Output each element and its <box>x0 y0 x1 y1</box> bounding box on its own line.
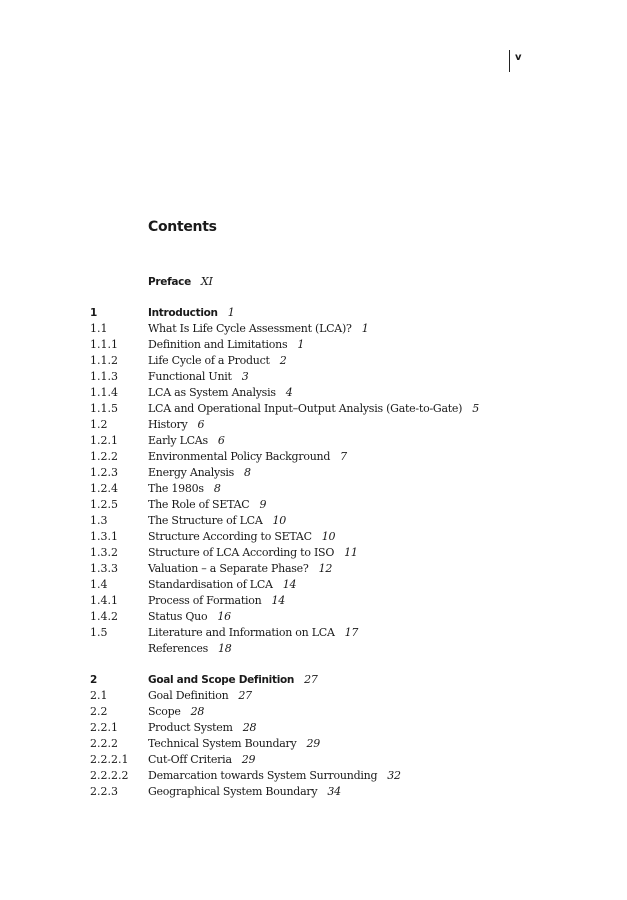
toc-entry-text <box>148 369 248 385</box>
toc-entry[interactable] <box>0 449 627 465</box>
toc-entry-text <box>148 353 286 369</box>
toc-entry-number: 1.2.1 <box>90 434 118 447</box>
toc-entry-text <box>148 641 232 657</box>
toc-entry[interactable] <box>0 481 627 497</box>
toc-entry-title: Scope <box>148 705 181 718</box>
toc-entry[interactable] <box>0 305 627 321</box>
toc-entry-page: 16 <box>217 610 231 623</box>
toc-entry-title: Structure of LCA According to ISO <box>148 546 335 559</box>
toc-entry-page: 12 <box>318 562 333 575</box>
toc-entry-title: References <box>148 642 209 655</box>
toc-entry-number: 1.2.3 <box>90 466 118 479</box>
toc-entry-number: 1.1.1 <box>90 338 118 351</box>
toc-entry-title: Early LCAs <box>148 434 208 447</box>
toc-entry-number: 1.3.3 <box>90 562 118 575</box>
toc-entry-text <box>148 593 285 609</box>
toc-entry-title: Valuation – a Separate Phase? <box>148 562 309 575</box>
toc-entry-number: 1.2.5 <box>90 498 118 511</box>
toc-entry-page: 1 <box>227 306 235 319</box>
toc-entry-text <box>148 720 256 736</box>
toc-entry[interactable] <box>0 513 627 529</box>
toc-entry[interactable] <box>0 752 627 768</box>
toc-entry-title: Functional Unit <box>148 370 232 383</box>
toc-entry[interactable] <box>0 321 627 337</box>
toc-entry-page: 1 <box>361 322 369 335</box>
toc-entry-number: 1.3.1 <box>90 530 118 543</box>
toc-entry-page: 9 <box>259 498 267 511</box>
toc-entry-page: 11 <box>344 546 358 559</box>
toc-entry[interactable] <box>0 704 627 720</box>
toc-entry-title: LCA as System Analysis <box>148 386 276 399</box>
toc-entry-text <box>148 305 234 321</box>
toc-entry[interactable] <box>0 593 627 609</box>
toc-entry-title: Status Quo <box>148 610 208 623</box>
toc-entry-page: 3 <box>241 370 249 383</box>
toc-entry-number: 2.1 <box>90 689 108 702</box>
toc-entry-text <box>148 752 255 768</box>
toc-entry-text <box>148 449 347 465</box>
toc-entry-number: 1.4.2 <box>90 610 118 623</box>
toc-entry-text <box>148 609 231 625</box>
toc-entry-title: Literature and Information on LCA <box>148 626 335 639</box>
toc-entry-page: 27 <box>304 673 318 686</box>
toc-entry[interactable] <box>0 784 627 800</box>
toc-entry-number: 2.2.2 <box>90 737 118 750</box>
toc-entry-number: 1.4 <box>90 578 108 591</box>
toc-entry-number: 1.1.5 <box>90 402 118 415</box>
toc-entry[interactable] <box>0 625 627 641</box>
toc-entry-page: 29 <box>306 737 321 750</box>
toc-entry-text <box>148 561 332 577</box>
toc-entry[interactable] <box>0 641 627 657</box>
table-of-contents <box>0 259 627 800</box>
toc-entry-text <box>148 433 225 449</box>
toc-entry-page: 28 <box>242 721 257 734</box>
toc-entry-page: 17 <box>344 626 359 639</box>
toc-entry[interactable] <box>0 545 627 561</box>
toc-entry-text <box>148 672 318 688</box>
toc-entry[interactable] <box>0 433 627 449</box>
toc-entry-title: Preface <box>148 276 191 288</box>
toc-entry-text <box>148 545 358 561</box>
page-number: v <box>509 50 522 72</box>
toc-entry-page: 27 <box>238 689 252 702</box>
toc-entry[interactable] <box>0 465 627 481</box>
toc-entry-number: 1 <box>90 307 98 319</box>
toc-entry-page: 10 <box>272 514 287 527</box>
toc-entry-number: 1.3.2 <box>90 546 118 559</box>
toc-entry-title: Technical System Boundary <box>148 737 297 750</box>
toc-entry-number: 1.2.4 <box>90 482 118 495</box>
toc-entry-number: 1.5 <box>90 626 108 639</box>
toc-entry[interactable] <box>0 337 627 353</box>
toc-entry-number: 1.1.4 <box>90 386 118 399</box>
toc-entry-title: Demarcation towards System Surrounding <box>148 769 378 782</box>
toc-entry-text <box>148 784 341 800</box>
toc-entry-text <box>148 704 204 720</box>
toc-entry-title: Standardisation of LCA <box>148 578 273 591</box>
toc-entry-number: 1.2.2 <box>90 450 118 463</box>
toc-entry-number: 1.1.2 <box>90 354 118 367</box>
toc-entry-page: 4 <box>285 386 293 399</box>
toc-entry[interactable] <box>0 688 627 704</box>
toc-entry-number: 1.2 <box>90 418 108 431</box>
toc-entry-title: LCA and Operational Input–Output Analysis (Gate-to-Gate) <box>148 402 463 415</box>
toc-entry-title: The 1980s <box>148 482 204 495</box>
toc-entry-text <box>148 688 252 704</box>
toc-entry-text <box>148 337 304 353</box>
toc-entry-text <box>148 513 286 529</box>
toc-entry-title: Structure According to SETAC <box>148 530 312 543</box>
toc-entry-page: 34 <box>327 785 341 798</box>
toc-entry-text <box>148 577 296 593</box>
toc-entry-page: 8 <box>213 482 221 495</box>
toc-entry-page: 1 <box>297 338 305 351</box>
toc-entry[interactable] <box>0 417 627 433</box>
toc-entry-text <box>148 768 401 784</box>
toc-entry-text <box>148 529 335 545</box>
toc-entry-number: 2 <box>90 674 98 686</box>
toc-entry-text <box>148 401 479 417</box>
toc-entry-page: 5 <box>472 402 479 415</box>
toc-entry-title: Definition and Limitations <box>148 338 288 351</box>
toc-entry[interactable] <box>0 672 627 688</box>
toc-entry[interactable] <box>0 369 627 385</box>
toc-entry[interactable] <box>0 385 627 401</box>
contents-heading: Contents <box>148 219 217 235</box>
toc-entry-title: Process of Formation <box>148 594 262 607</box>
toc-entry-page: 32 <box>387 769 401 782</box>
toc-entry[interactable] <box>0 720 627 736</box>
toc-entry-page: 10 <box>321 530 336 543</box>
toc-entry-text <box>148 321 368 337</box>
toc-entry[interactable] <box>0 274 627 290</box>
toc-entry-title: Environmental Policy Background <box>148 450 331 463</box>
toc-entry-title: Introduction <box>148 307 218 319</box>
toc-entry-title: What Is Life Cycle Assessment (LCA)? <box>148 322 352 335</box>
toc-entry[interactable] <box>0 529 627 545</box>
toc-entry[interactable] <box>0 401 627 417</box>
toc-entry-page: 14 <box>282 578 297 591</box>
toc-entry-page: 14 <box>271 594 285 607</box>
toc-entry[interactable] <box>0 736 627 752</box>
toc-entry[interactable] <box>0 497 627 513</box>
toc-entry-text <box>148 625 358 641</box>
toc-entry-text <box>148 736 320 752</box>
toc-entry-title: Energy Analysis <box>148 466 235 479</box>
toc-entry-number: 1.4.1 <box>90 594 118 607</box>
toc-entry[interactable] <box>0 577 627 593</box>
toc-entry-text <box>148 385 293 401</box>
toc-entry-title: Cut-Off Criteria <box>148 753 232 766</box>
toc-entry-page: 7 <box>340 450 347 463</box>
toc-entry[interactable] <box>0 609 627 625</box>
toc-entry-page: 6 <box>217 434 225 447</box>
toc-entry-number: 2.2.3 <box>90 785 118 798</box>
toc-entry-page: 18 <box>218 642 232 655</box>
toc-entry-text <box>148 417 204 433</box>
toc-entry-title: The Structure of LCA <box>148 514 263 527</box>
toc-entry-page: 6 <box>197 418 205 431</box>
toc-entry-title: Goal Definition <box>148 689 229 702</box>
toc-entry-number: 2.2.2.2 <box>90 769 129 782</box>
toc-entry-number: 1.1 <box>90 322 108 335</box>
toc-entry-text <box>148 497 266 513</box>
toc-entry[interactable] <box>0 561 627 577</box>
toc-entry-text <box>148 274 213 290</box>
toc-entry[interactable] <box>0 353 627 369</box>
toc-entry-text <box>148 481 221 497</box>
toc-entry-title: Geographical System Boundary <box>148 785 318 798</box>
toc-entry-page: 29 <box>241 753 256 766</box>
toc-entry-page: 28 <box>190 705 205 718</box>
toc-entry-number: 1.3 <box>90 514 108 527</box>
toc-entry-title: History <box>148 418 188 431</box>
toc-entry-title: Product System <box>148 721 233 734</box>
toc-entry[interactable] <box>0 768 627 784</box>
toc-entry-page: XI <box>200 275 213 288</box>
toc-entry-title: Goal and Scope Definition <box>148 674 295 686</box>
toc-entry-page: 8 <box>244 466 251 479</box>
toc-entry-number: 2.2 <box>90 705 108 718</box>
toc-entry-text <box>148 465 251 481</box>
toc-entry-title: Life Cycle of a Product <box>148 354 270 367</box>
toc-entry-title: The Role of SETAC <box>148 498 250 511</box>
toc-entry-number: 2.2.2.1 <box>90 753 129 766</box>
toc-entry-number: 2.2.1 <box>90 721 118 734</box>
toc-entry-page: 2 <box>279 354 287 367</box>
toc-entry-number: 1.1.3 <box>90 370 118 383</box>
